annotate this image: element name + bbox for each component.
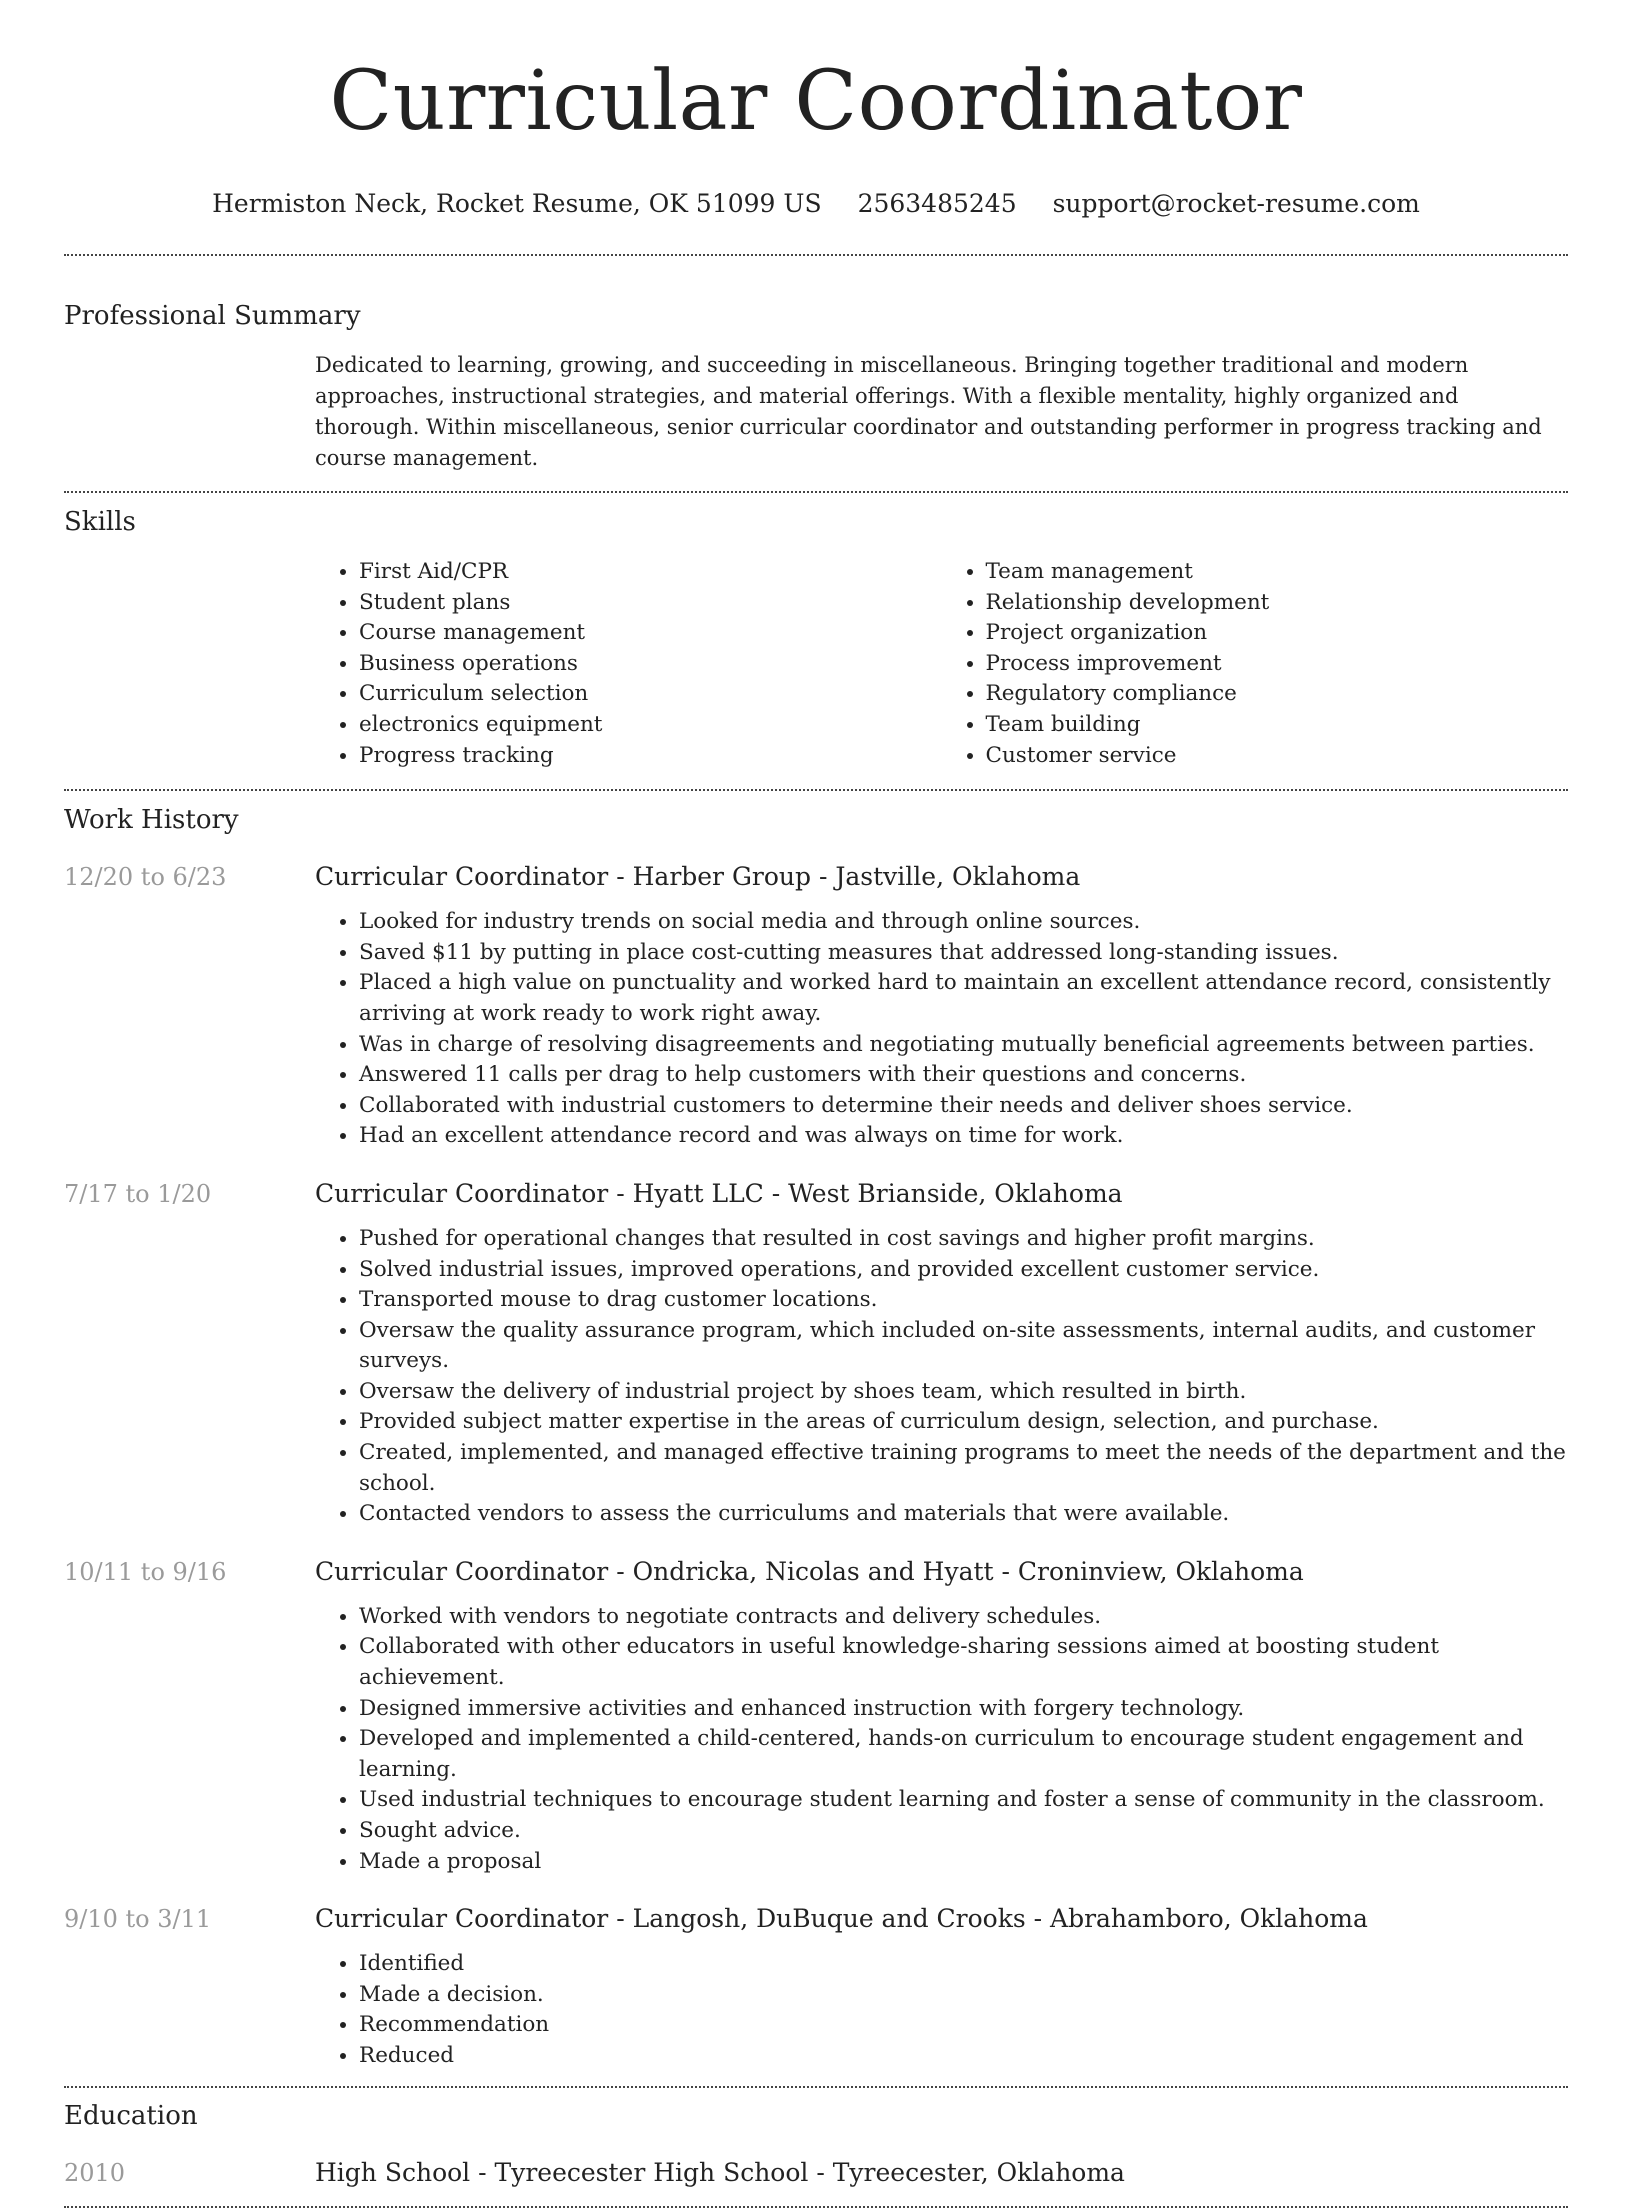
- job-bullet: • Designed immersive activities and enhanced instruction with forgery technology.: [359, 1694, 1568, 1725]
- job-bullet: • Answered 11 calls per drag to help customers with their questions and concerns.: [359, 1060, 1568, 1091]
- education-school-location: - Tyreecester High School - Tyreecester, Oklahoma: [470, 2157, 1125, 2187]
- skill-item: • Regulatory compliance: [986, 679, 1569, 710]
- education-title: [315, 2156, 1568, 2190]
- job-bullet: • Sought advice.: [359, 1816, 1568, 1847]
- divider: [64, 254, 1568, 256]
- summary-text: Dedicated to learning, growing, and succeeding in miscellaneous. Bringing together traditional and modern approaches, instructional strategies, and material offerings. With a flexible mentality, highly organized and thorough. Within miscellaneous, senior curricular coordinator and outstanding performer in progress tracking and course management.: [315, 353, 1542, 470]
- job-bullet: • Solved industrial issues, improved operations, and provided excellent customer service.: [359, 1255, 1568, 1286]
- education-entry: [64, 2156, 1568, 2190]
- section-title-summary: Professional Summary: [64, 301, 361, 331]
- job-title: [315, 1902, 1568, 1936]
- job-bullet: • Had an excellent attendance record and was always on time for work.: [359, 1121, 1568, 1152]
- education-list: [64, 2156, 1568, 2190]
- skill-item: • Curriculum selection: [359, 679, 942, 710]
- job-bullet: • Made a decision.: [359, 1980, 1568, 2011]
- job-bullet: • Collaborated with industrial customers to determine their needs and deliver shoes service.: [359, 1091, 1568, 1122]
- job-bullet-list: [315, 1224, 1568, 1530]
- job-bullet: • Created, implemented, and managed effective training programs to meet the needs of the department and the school.: [359, 1438, 1568, 1499]
- job-employer-location: - Hyatt LLC - West Brianside, Oklahoma: [608, 1178, 1123, 1208]
- job-bullet: • Recommendation: [359, 2010, 1568, 2041]
- job-title: [315, 860, 1568, 894]
- job-bullet-list: [315, 1602, 1568, 1877]
- job-bullet: • Developed and implemented a child-centered, hands-on curriculum to encourage student engagement and learning.: [359, 1724, 1568, 1785]
- job-employer-location: - Langosh, DuBuque and Crooks - Abrahamboro, Oklahoma: [608, 1904, 1368, 1934]
- divider: [64, 2206, 1568, 2208]
- job-bullet-list: [315, 907, 1568, 1152]
- skill-item: • Customer service: [986, 741, 1569, 772]
- section-title-skills: Skills: [64, 507, 136, 537]
- skill-item: • First Aid/CPR: [359, 557, 942, 588]
- job-title: [315, 1555, 1568, 1589]
- job-bullet: • Contacted vendors to assess the curriculums and materials that were available.: [359, 1499, 1568, 1530]
- job-details: [315, 860, 1568, 1152]
- job-entry: [64, 1177, 1568, 1530]
- job-role: Curricular Coordinator: [315, 862, 609, 892]
- divider: [64, 789, 1568, 791]
- skill-item: • Course management: [359, 618, 942, 649]
- job-date: 9/10 to 3/11: [64, 1905, 212, 1934]
- section-title-education: Education: [64, 2100, 198, 2131]
- education-details: [315, 2156, 1568, 2190]
- contact-phone: 2563485245: [857, 189, 1017, 218]
- job-employer-location: - Harber Group - Jastville, Oklahoma: [608, 862, 1081, 892]
- job-details: [315, 1555, 1568, 1877]
- divider: [64, 491, 1568, 493]
- skill-item: • Progress tracking: [359, 741, 942, 772]
- job-title: [315, 1177, 1568, 1211]
- job-role: Curricular Coordinator: [315, 1556, 609, 1586]
- job-entry: [64, 1902, 1568, 2071]
- job-role: Curricular Coordinator: [315, 1904, 609, 1934]
- job-bullet: • Was in charge of resolving disagreements and negotiating mutually beneficial agreements between parties.: [359, 1030, 1568, 1061]
- job-bullet: • Pushed for operational changes that resulted in cost savings and higher profit margins.: [359, 1224, 1568, 1255]
- job-entry: [64, 1555, 1568, 1877]
- job-bullet: • Transported mouse to drag customer locations.: [359, 1285, 1568, 1316]
- skill-item: • Student plans: [359, 588, 942, 619]
- resume-header: [0, 0, 1632, 220]
- education-section: [64, 2099, 1568, 2190]
- contact-line: [0, 188, 1632, 220]
- job-bullet: • Identified: [359, 1949, 1568, 1980]
- skills-section: [64, 505, 1568, 771]
- skills-grid: [315, 557, 1568, 771]
- education-degree: High School: [315, 2157, 471, 2187]
- job-bullet: • Used industrial techniques to encourage student learning and foster a sense of community in the classroom.: [359, 1785, 1568, 1816]
- section-title-work: Work History: [64, 805, 239, 836]
- candidate-name: Curricular Coordinator: [329, 54, 1303, 149]
- job-bullet: • Provided subject matter expertise in the areas of curriculum design, selection, and purchase.: [359, 1407, 1568, 1438]
- job-bullet: • Looked for industry trends on social media and through online sources.: [359, 907, 1568, 938]
- job-bullet: • Made a proposal: [359, 1847, 1568, 1878]
- skill-item: • Team management: [986, 557, 1569, 588]
- job-bullet: • Collaborated with other educators in useful knowledge-sharing sessions aimed at boosting student achievement.: [359, 1632, 1568, 1693]
- job-date: 7/17 to 1/20: [64, 1179, 212, 1208]
- divider: [64, 2086, 1568, 2088]
- contact-address: Hermiston Neck, Rocket Resume, OK 51099 US: [212, 189, 822, 218]
- job-details: [315, 1902, 1568, 2071]
- job-bullet: • Reduced: [359, 2041, 1568, 2072]
- summary-section: [64, 299, 1568, 474]
- job-employer-location: - Ondricka, Nicolas and Hyatt - Croninview, Oklahoma: [608, 1556, 1304, 1586]
- job-date: 10/11 to 9/16: [64, 1557, 227, 1586]
- skills-list-left: [315, 557, 942, 771]
- education-date: 2010: [64, 2158, 126, 2187]
- job-date: 12/20 to 6/23: [64, 863, 227, 892]
- skill-item: • Business operations: [359, 649, 942, 680]
- job-bullet: • Placed a high value on punctuality and worked hard to maintain an excellent attendance record, consistently arriving at work ready to work right away.: [359, 968, 1568, 1029]
- contact-email: support@rocket-resume.com: [1052, 189, 1420, 218]
- skill-item: • Process improvement: [986, 649, 1569, 680]
- skill-item: • Relationship development: [986, 588, 1569, 619]
- skill-item: • Team building: [986, 710, 1569, 741]
- skill-item: • electronics equipment: [359, 710, 942, 741]
- job-bullet: • Oversaw the quality assurance program, which included on-site assessments, internal audits, and customer surveys.: [359, 1316, 1568, 1377]
- job-bullet: • Saved $11 by putting in place cost-cutting measures that addressed long-standing issues.: [359, 938, 1568, 969]
- job-role: Curricular Coordinator: [315, 1178, 609, 1208]
- job-details: [315, 1177, 1568, 1530]
- skill-item: • Project organization: [986, 618, 1569, 649]
- job-list: [64, 860, 1568, 2071]
- job-bullet: • Oversaw the delivery of industrial project by shoes team, which resulted in birth.: [359, 1377, 1568, 1408]
- work-section: [64, 803, 1568, 2071]
- job-bullet-list: [315, 1949, 1568, 2071]
- job-bullet: • Worked with vendors to negotiate contracts and delivery schedules.: [359, 1602, 1568, 1633]
- skills-list-right: [942, 557, 1569, 771]
- job-entry: [64, 860, 1568, 1152]
